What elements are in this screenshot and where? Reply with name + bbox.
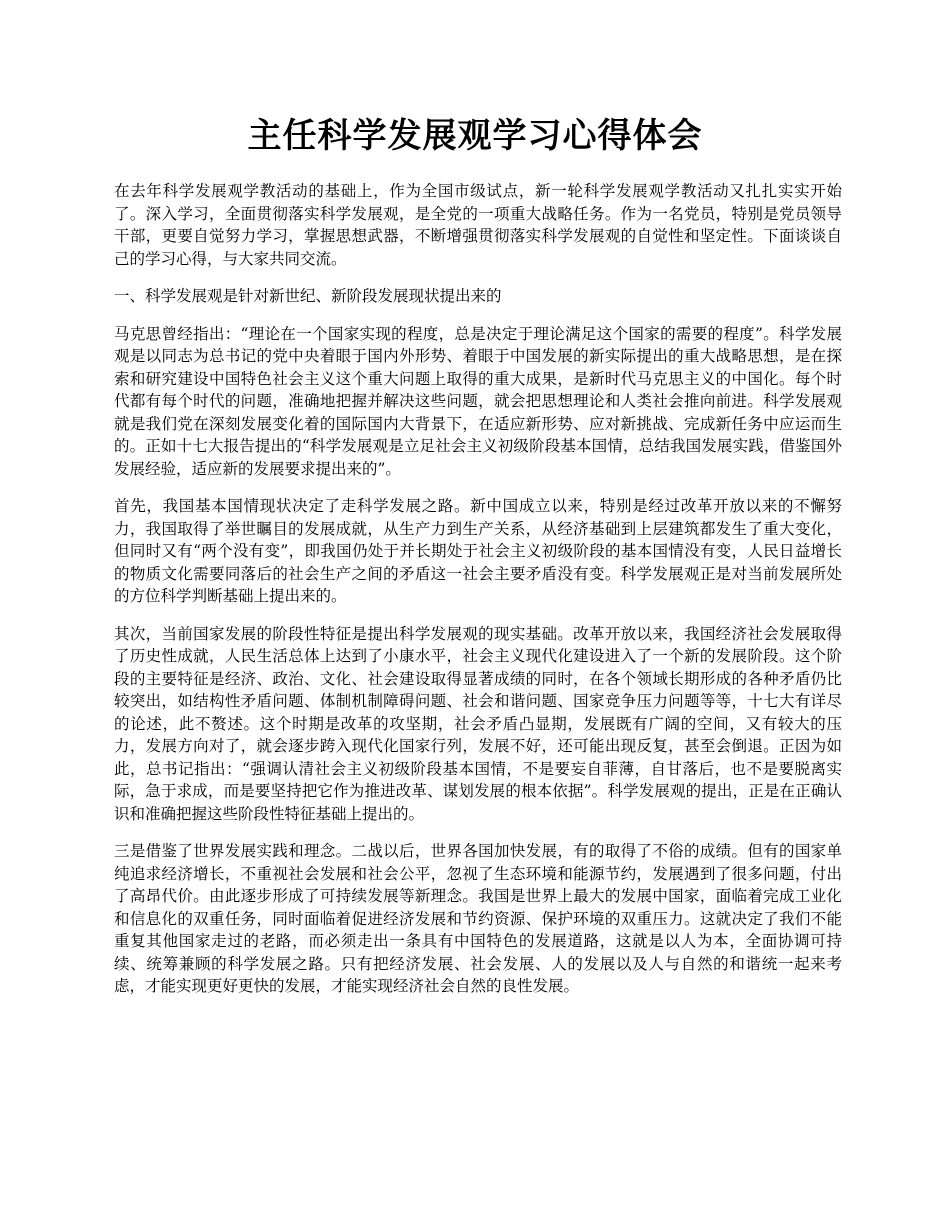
paragraph-first: 首先，我国基本国情现状决定了走科学发展之路。新中国成立以来，特别是经过改革开放以来的不懈努力，我国取得了举世瞩目的发展成就，从生产力到生产关系，从经济基础到上层建筑都发生了重大变化，但同时又有“两个没有变”，即我国仍处于并长期处于社会主义初级阶段的基本国情没有变，人民日益增长的物质文化需要同落后的社会生产之间的矛盾这一社会主要矛盾没有变。科学发展观正是对当前发展所处的方位科学判断基础上提出来的。 — [114, 497, 842, 605]
paragraph-third: 三是借鉴了世界发展实践和理念。二战以后，世界各国加快发展，有的取得了不俗的成绩。但有的国家单纯追求经济增长，不重视社会发展和社会公平，忽视了生态环境和能源节约，发展遇到了很多问题，付出了高昂代价。由此逐步形成了可持续发展等新理念。我国是世界上最大的发展中国家，面临着完成工业化和信息化的双重任务，同时面临着促进经济发展和节约资源、保护环境的双重压力。这就决定了我们不能重复其他国家走过的老路，而必须走出一条具有中国特色的发展道路，这就是以人为本，全面协调可持续、统筹兼顾的科学发展之路。只有把经济发展、社会发展、人的发展以及人与自然的和谐统一起来考虑，才能实现更好更快的发展，才能实现经济社会自然的良性发展。 — [114, 842, 842, 995]
document-body — [114, 180, 842, 1013]
paragraph-marx-quote: 马克思曾经指出：“理论在一个国家实现的程度，总是决定于理论满足这个国家的需要的程度”。科学发展观是以同志为总书记的党中央着眼于国内外形势、着眼于中国发展的新实际提出的重大战略思想，是在探索和研究建设中国特色社会主义这个重大问题上取得的重大成果，是新时代马克思主义的中国化。每个时代都有每个时代的问题，准确地把握并解决这些问题，就会把思想理论和人类社会推向前进。科学发展观就是我们党在深刻发展变化着的国际国内大背景下，在适应新形势、应对新挑战、完成新任务中应运而生的。正如十七大报告提出的“科学发展观是立足社会主义初级阶段基本国情，总结我国发展实践，借鉴国外发展经验，适应新的发展要求提出来的”。 — [114, 324, 842, 478]
document-title: 主任科学发展观学习心得体会 — [247, 116, 703, 156]
section-heading-1: 一、科学发展观是针对新世纪、新阶段发展现状提出来的 — [114, 287, 502, 305]
paragraph-intro: 在去年科学发展观学教活动的基础上，作为全国市级试点，新一轮科学发展观学教活动又扎扎实实开始了。深入学习，全面贯彻落实科学发展观，是全党的一项重大战略任务。作为一名党员，特别是党员领导干部，更要自觉努力学习，掌握思想武器，不断增强贯彻落实科学发展观的自觉性和坚定性。下面谈谈自己的学习心得，与大家共同交流。 — [114, 182, 842, 268]
paragraph-second: 其次，当前国家发展的阶段性特征是提出科学发展观的现实基础。改革开放以来，我国经济社会发展取得了历史性成就，人民生活总体上达到了小康水平，社会主义现代化建设进入了一个新的发展阶段。这个阶段的主要特征是经济、政治、文化、社会建设取得显著成绩的同时，在各个领域长期形成的各种矛盾仍比较突出，如结构性矛盾问题、体制机制障碍问题、社会和谐问题、国家竞争压力问题等等，十七大有详尽的论述，此不赘述。这个时期是改革的攻坚期，社会矛盾凸显期，发展既有广阔的空间，又有较大的压力，发展方向对了，就会逐步跨入现代化国家行列，发展不好，还可能出现反复，甚至会倒退。正因为如此，总书记指出：“强调认清社会主义初级阶段基本国情，不是要妄自菲薄，自甘落后，也不是要脱离实际，急于求成，而是要坚持把它作为推进改革、谋划发展的根本依据”。科学发展观的提出，正是在正确认识和准确把握这些阶段性特征基础上提出的。 — [114, 624, 842, 823]
